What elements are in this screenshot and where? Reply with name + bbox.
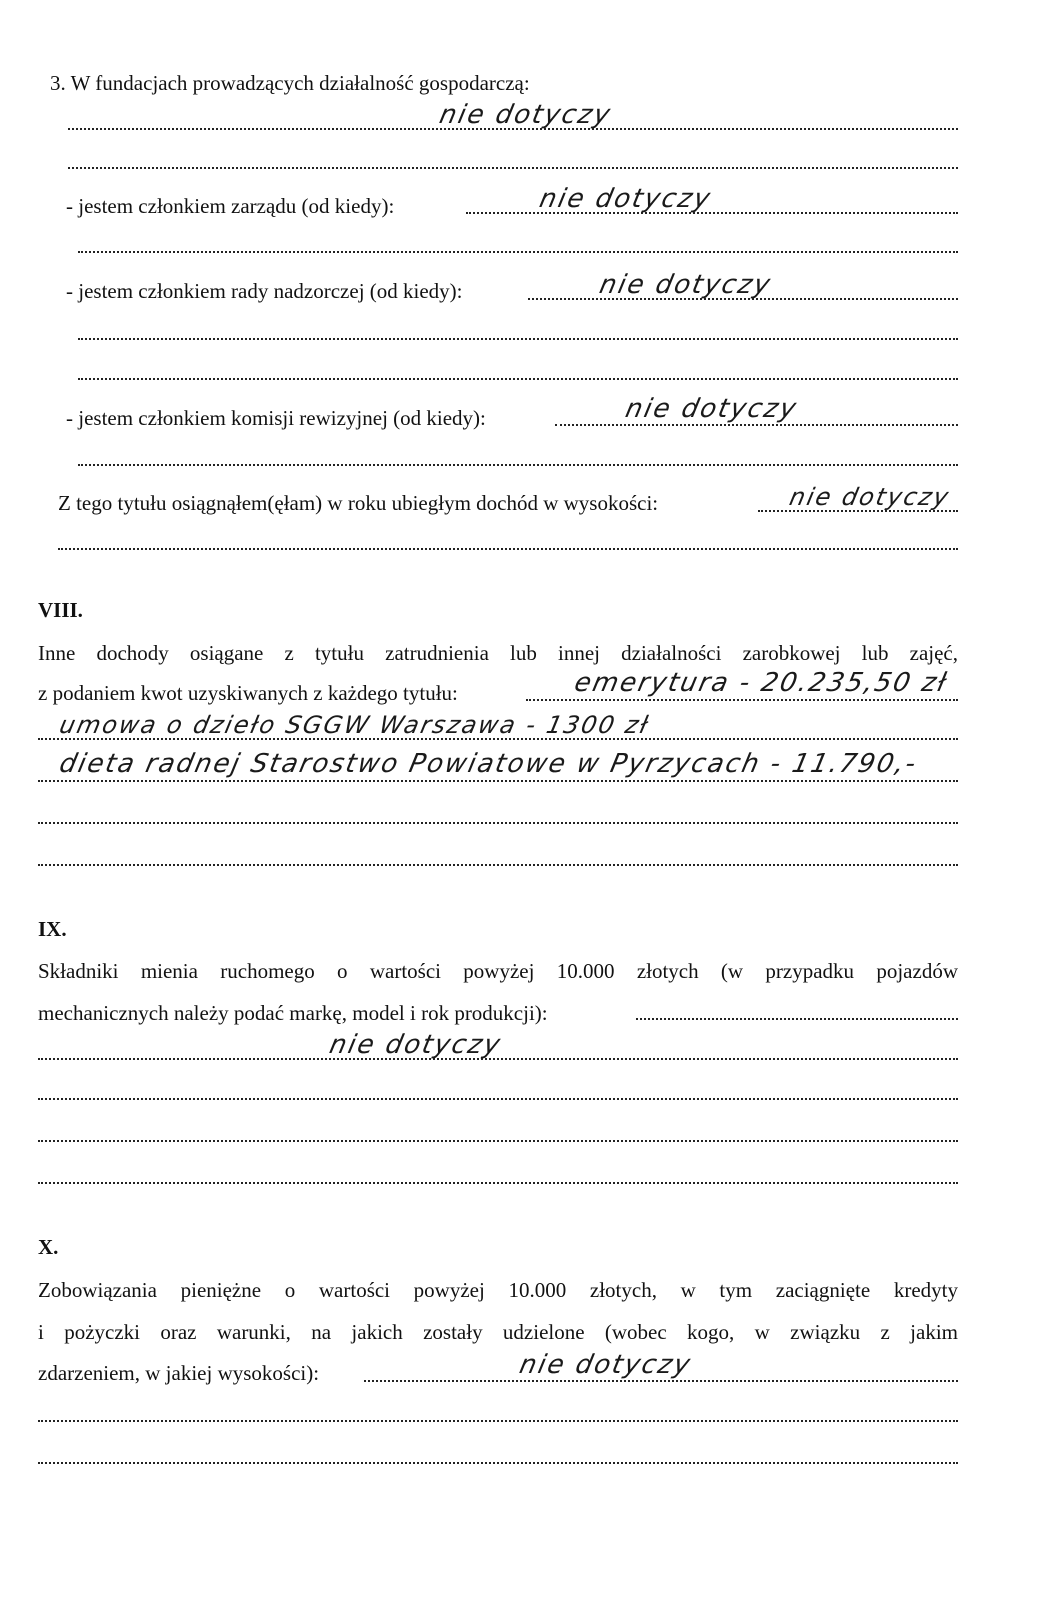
dotted-line — [38, 1182, 958, 1184]
handwritten-answer: nie dotyczy — [436, 100, 615, 130]
dotted-line — [364, 1380, 958, 1382]
handwritten-entry-allowance: dieta radnej Starostwo Powiatowe w Pyrzycach - 11.790,- — [56, 749, 921, 779]
section10-text-line3: zdarzeniem, w jakiej wysokości): — [38, 1361, 320, 1385]
board-label: - jestem członkiem zarządu (od kiedy): — [66, 194, 395, 218]
dotted-line — [555, 424, 958, 426]
handwritten-answer: nie dotyczy — [516, 1350, 695, 1380]
handwritten-entry-pension: emerytura - 20.235,50 zł — [571, 668, 951, 698]
dotted-line — [38, 1098, 958, 1100]
supervisory-label: - jestem członkiem rady nadzorczej (od kiedy): — [66, 279, 463, 303]
dotted-line — [38, 822, 958, 824]
dotted-line — [636, 1018, 958, 1020]
dotted-line — [78, 251, 958, 253]
dotted-line — [78, 378, 958, 380]
handwritten-answer: nie dotyczy — [326, 1030, 505, 1060]
dotted-line — [38, 1462, 958, 1464]
handwritten-answer: nie dotyczy — [622, 394, 801, 424]
section9-text-line2: mechanicznych należy podać markę, model i rok produkcji): — [38, 1001, 548, 1025]
section10-text-line1: Zobowiązania pieniężne o wartości powyżej 10.000 złotych, w tym zaciągnięte kredyty — [38, 1278, 958, 1302]
section8-heading: VIII. — [38, 598, 83, 622]
section9-heading: IX. — [38, 917, 67, 941]
section10-text-line2: i pożyczki oraz warunki, na jakich zostały udzielone (wobec kogo, w związku z jakim — [38, 1320, 958, 1344]
dotted-line — [526, 699, 958, 701]
handwritten-answer: nie dotyczy — [596, 270, 775, 300]
section3-heading: 3. W fundacjach prowadzących działalność gospodarczą: — [50, 71, 530, 95]
dotted-line — [38, 1420, 958, 1422]
dotted-line — [78, 338, 958, 340]
handwritten-answer: nie dotyczy — [787, 483, 953, 511]
section9-text-line1: Składniki mienia ruchomego o wartości powyżej 10.000 złotych (w przypadku pojazdów — [38, 959, 958, 983]
handwritten-answer: nie dotyczy — [536, 184, 715, 214]
section10-heading: X. — [38, 1235, 59, 1259]
income-label: Z tego tytułu osiągnąłem(ęłam) w roku ubiegłym dochód w wysokości: — [58, 491, 659, 515]
section8-text-line2: z podaniem kwot uzyskiwanych z każdego tytułu: — [38, 681, 458, 705]
dotted-line — [68, 167, 958, 169]
dotted-line — [38, 1140, 958, 1142]
dotted-line — [58, 548, 958, 550]
audit-label: - jestem członkiem komisji rewizyjnej (od kiedy): — [66, 406, 486, 430]
section8-text-line1: Inne dochody osiągane z tytułu zatrudnienia lub innej działalności zarobkowej lub zajęć, — [38, 641, 958, 665]
dotted-line — [78, 464, 958, 466]
dotted-line — [38, 780, 958, 782]
handwritten-entry-contract: umowa o dzieło SGGW Warszawa - 1300 zł — [57, 711, 653, 739]
dotted-line — [38, 864, 958, 866]
